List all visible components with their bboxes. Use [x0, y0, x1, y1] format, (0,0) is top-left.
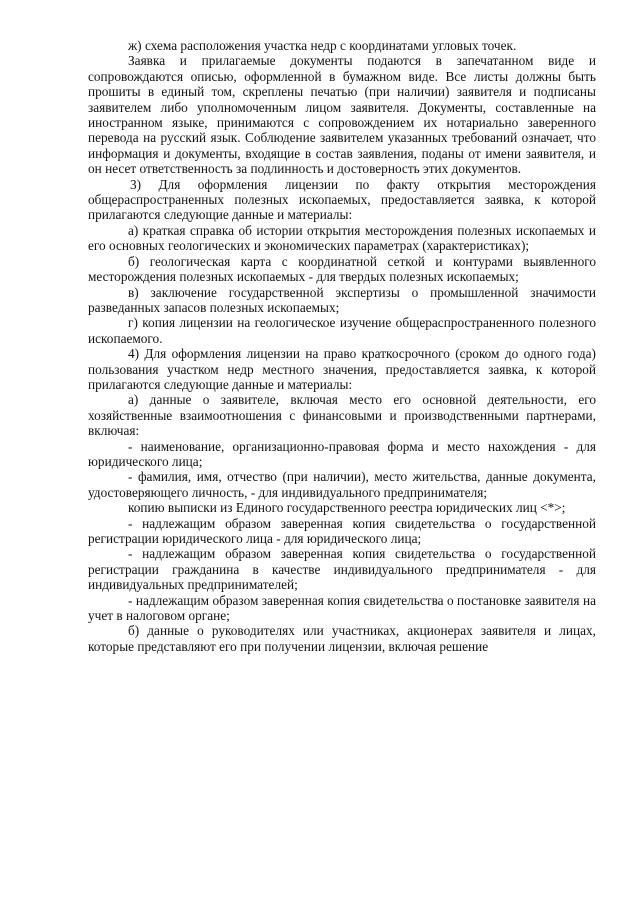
paragraph-3-item-g: г) копия лицензии на геологическое изучение общераспространенного полезного ископаемого.	[88, 315, 596, 346]
paragraph-bullet-entrepreneur-certificate: - надлежащим образом заверенная копия свидетельства о государственной регистрации гражданина в качестве индивидуального предпринимателя - для индивидуальных предпринимателей;	[88, 546, 596, 593]
document-page	[88, 38, 596, 654]
paragraph-item-zh: ж) схема расположения участка недр с координатами угловых точек.	[128, 38, 517, 53]
paragraph-bullet-tax-registration: - надлежащим образом заверенная копия свидетельства о постановке заявителя на учет в налоговом органе;	[88, 592, 596, 624]
paragraph-4-item-a: а) данные о заявителе, включая место его основной деятельности, его хозяйственные взаимоотношения с финансовыми и производственными партнерами, включая:	[88, 392, 596, 439]
paragraph-3-item-b: б) геологическая карта с координатной сеткой и контурами выявленного месторождения полезных ископаемых - для твердых полезных ископаемых;	[88, 253, 596, 285]
paragraph-4-item-b: б) данные о руководителях или участниках, акционерах заявителя и лицах, которые представляют его при получении лицензии, включая решение	[88, 623, 596, 654]
paragraph-application-requirements: Заявка и прилагаемые документы подаются в запечатанном виде и сопровождаются описью, оформленной в бумажном виде. Все листы должны быть прошиты в единый том, скреплены печатью (при наличии) заявителя и подписаны заявителем либо уполномоченным лицом заявителя. Документы, составленные на иностранном языке, принимаются с сопровождением их нотариально заверенного перевода на русский язык. Соблюдение заявителем указанных требований означает, что информация и документы, входящие в состав заявления, поданы от имени заявителя, и он несет ответственность за подлинность и достоверность этих документов.	[88, 53, 596, 177]
paragraph-bullet-legal-entity-certificate: - надлежащим образом заверенная копия свидетельства о государственной регистрации юридического лица - для юридического лица;	[88, 515, 596, 546]
paragraph-registry-extract: копию выписки из Единого государственного реестра юридических лиц <*>;	[128, 500, 566, 516]
paragraph-3-item-v: в) заключение государственной экспертизы о промышленной значимости разведанных запасов полезных ископаемых;	[88, 284, 596, 315]
paragraph-3-item-a: а) краткая справка об истории открытия месторождения полезных ископаемых и его основных геологических и экономических параметрах (характеристиках);	[88, 222, 596, 254]
paragraph-bullet-legal-entity-name: - наименование, организационно-правовая форма и место нахождения - для юридического лица;	[88, 438, 596, 469]
paragraph-section-3: 3) Для оформления лицензии по факту открытия месторождения общераспространенных полезных ископаемых, предоставляется заявка, к которой прилагаются следующие данные и материалы:	[88, 176, 596, 223]
paragraph-section-4: 4) Для оформления лицензии на право краткосрочного (сроком до одного года) пользования участком недр местного значения, предоставляется заявка, к которой прилагаются следующие данные и материалы:	[88, 346, 596, 392]
paragraph-bullet-entrepreneur-identity: - фамилия, имя, отчество (при наличии), место жительства, данные документа, удостоверяющего личность, - для индивидуального предпринимателя;	[88, 469, 596, 500]
